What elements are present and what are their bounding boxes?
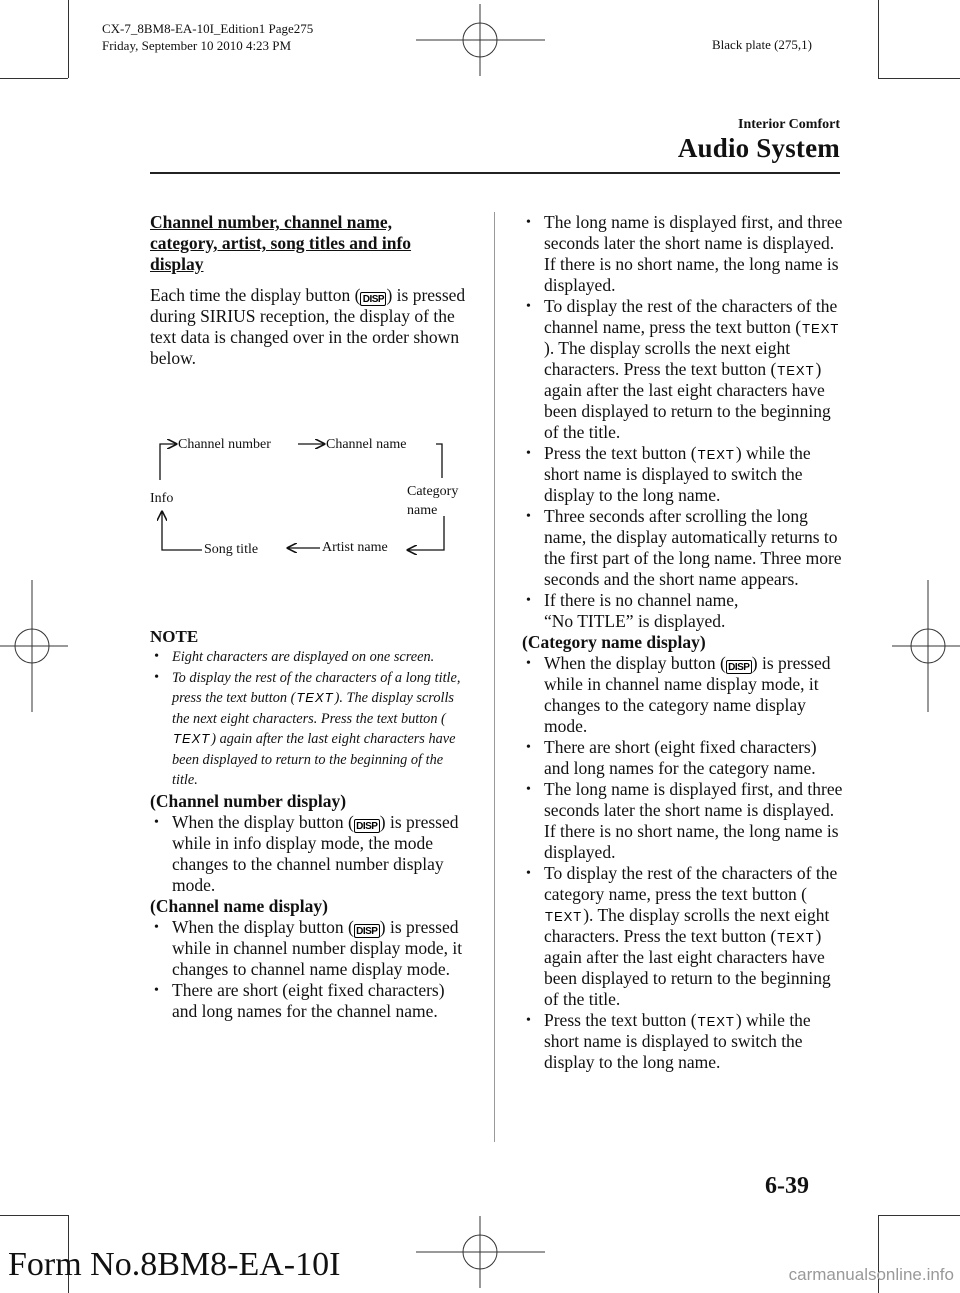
diagram-label-song-title: Song title bbox=[204, 542, 259, 557]
text-run: ) while the short name is displayed to switch the display to the long name. bbox=[544, 443, 811, 505]
text-button-icon: TEXT bbox=[777, 363, 815, 378]
form-number: Form No.8BM8-EA-10I bbox=[8, 1246, 341, 1283]
list-item bbox=[522, 863, 844, 1010]
list-item bbox=[522, 590, 844, 632]
heading-line: Channel number, channel name, bbox=[150, 212, 392, 232]
text-run: To display the rest of the characters of the channel name, press the text button ( bbox=[544, 296, 838, 337]
text-button-icon: TEXT bbox=[545, 909, 583, 924]
bullet-list bbox=[150, 812, 472, 896]
disp-button-icon: DISP bbox=[726, 660, 752, 674]
list-item bbox=[522, 653, 844, 737]
list-item bbox=[522, 296, 844, 443]
text-run: ). The display scrolls the next eight characters. Press the text button ( bbox=[544, 338, 791, 379]
subheading: (Channel number display) bbox=[150, 790, 347, 811]
text-run: ) is pressed while in info display mode, the mode changes to the channel number display mode. bbox=[172, 811, 459, 895]
text-run: To display the rest of the characters of a long title, press the text button ( bbox=[172, 669, 461, 706]
left-column-lower bbox=[150, 626, 472, 1022]
text-run: When the display button ( bbox=[172, 811, 354, 832]
column-divider bbox=[494, 212, 495, 1142]
watermark: carmanualsonline.info bbox=[788, 1265, 954, 1284]
list-item bbox=[522, 737, 844, 779]
text-run: ) is pressed during SIRIUS reception, the display of the text data is changed over in the order shown below. bbox=[150, 285, 466, 368]
text-run: The long name is displayed first, and three seconds later the short name is displayed. If there is no short name, the long name is displayed. bbox=[544, 779, 843, 862]
diagram-label-category: name bbox=[407, 503, 438, 518]
bullet-list bbox=[522, 653, 844, 1073]
list-item bbox=[522, 506, 844, 590]
text-run: ) while the short name is displayed to switch the display to the long name. bbox=[544, 1010, 811, 1072]
text-run: ) is pressed while in channel number display mode, it changes to channel name display mode. bbox=[172, 916, 463, 979]
text-button-icon: TEXT bbox=[802, 321, 840, 336]
note-item bbox=[150, 647, 472, 668]
list-item bbox=[522, 212, 844, 296]
text-run: ). The display scrolls the next eight characters. Press the text button ( bbox=[544, 905, 830, 946]
text-run: When the display button ( bbox=[544, 653, 726, 673]
section-title: Audio System bbox=[677, 133, 840, 163]
disp-button-icon: DISP bbox=[360, 292, 386, 306]
arrow-category-to-artist bbox=[408, 516, 444, 550]
right-column bbox=[522, 212, 844, 1073]
text-run: Eight characters are displayed on one screen. bbox=[172, 649, 435, 665]
text-button-icon: TEXT bbox=[777, 930, 815, 945]
note-item bbox=[150, 668, 472, 791]
text-run: To display the rest of the characters of the category name, press the text button ( bbox=[544, 863, 838, 904]
print-meta-line: Friday, September 10 2010 4:23 PM bbox=[102, 38, 292, 53]
diagram-label-info: Info bbox=[150, 491, 174, 506]
text-run: There are short (eight fixed characters) and long names for the channel name. bbox=[172, 979, 445, 1021]
heading-line: display bbox=[150, 254, 204, 274]
disp-button-icon: DISP bbox=[354, 819, 380, 833]
text-run: ). The display scrolls the next eight characters. Press the text button ( bbox=[172, 690, 454, 727]
intro-paragraph bbox=[150, 285, 472, 369]
bullet-list bbox=[150, 917, 472, 1022]
list-item bbox=[522, 1010, 844, 1073]
left-column bbox=[150, 212, 472, 369]
note-list bbox=[150, 647, 472, 791]
print-meta bbox=[102, 20, 313, 54]
print-meta-line: CX-7_8BM8-EA-10I_Edition1 Page275 bbox=[102, 21, 314, 36]
bullet-list bbox=[522, 212, 844, 632]
text-button-icon: TEXT bbox=[697, 447, 735, 462]
text-run: ) again after the last eight characters have been displayed to return to the beginning of the title. bbox=[544, 926, 831, 1009]
diagram-label-channel-name: Channel name bbox=[326, 437, 407, 452]
text-run: Press the text button ( bbox=[544, 1010, 697, 1030]
text-run: “No TITLE” is displayed. bbox=[544, 611, 726, 631]
text-run: The long name is displayed first, and three seconds later the short name is displayed. If there is no short name, the long name is displayed. bbox=[544, 212, 843, 295]
text-run: Three seconds after scrolling the long name, the display automatically returns to the first part of the long name. Three more seconds and the short name appears. bbox=[544, 506, 842, 589]
display-cycle-diagram bbox=[150, 420, 480, 570]
diagram-label-channel-number: Channel number bbox=[178, 437, 271, 452]
text-run: ) is pressed while in channel name display mode, it changes to the category name display mode. bbox=[544, 653, 831, 736]
arrow-info-to-channel-number bbox=[160, 444, 176, 480]
text-button-icon: TEXT bbox=[296, 690, 334, 705]
diagram-label-category: Category bbox=[407, 484, 459, 499]
header-rule bbox=[150, 172, 840, 174]
text-run: Each time the display button ( bbox=[150, 285, 361, 305]
list-item bbox=[522, 779, 844, 863]
note-title: NOTE bbox=[150, 627, 199, 646]
page-number: 6-39 bbox=[765, 1173, 809, 1199]
text-button-icon: TEXT bbox=[173, 731, 211, 746]
subheading: (Channel name display) bbox=[150, 895, 328, 916]
text-run: ) again after the last eight characters have been displayed to return to the beginning of the title. bbox=[172, 731, 456, 788]
list-item bbox=[150, 917, 472, 980]
section-category: Interior Comfort bbox=[738, 117, 840, 132]
arrow-channel-name-to-category bbox=[436, 444, 442, 478]
section-heading bbox=[150, 212, 472, 275]
subheading: (Category name display) bbox=[522, 632, 706, 652]
text-run: If there is no channel name, bbox=[544, 590, 739, 610]
heading-line: category, artist, song titles and info bbox=[150, 233, 412, 253]
text-run: There are short (eight fixed characters) and long names for the category name. bbox=[544, 737, 817, 778]
list-item bbox=[150, 812, 472, 896]
text-run: ) again after the last eight characters have been displayed to return to the beginning of the title. bbox=[544, 359, 831, 442]
text-run: Press the text button ( bbox=[544, 443, 697, 463]
arrow-song-to-info bbox=[162, 512, 202, 550]
list-item bbox=[522, 443, 844, 506]
plate-label: Black plate (275,1) bbox=[712, 37, 812, 52]
text-button-icon: TEXT bbox=[697, 1014, 735, 1029]
text-run: When the display button ( bbox=[172, 916, 354, 937]
disp-button-icon: DISP bbox=[354, 924, 380, 938]
list-item bbox=[150, 980, 472, 1022]
diagram-label-artist-name: Artist name bbox=[322, 540, 388, 555]
